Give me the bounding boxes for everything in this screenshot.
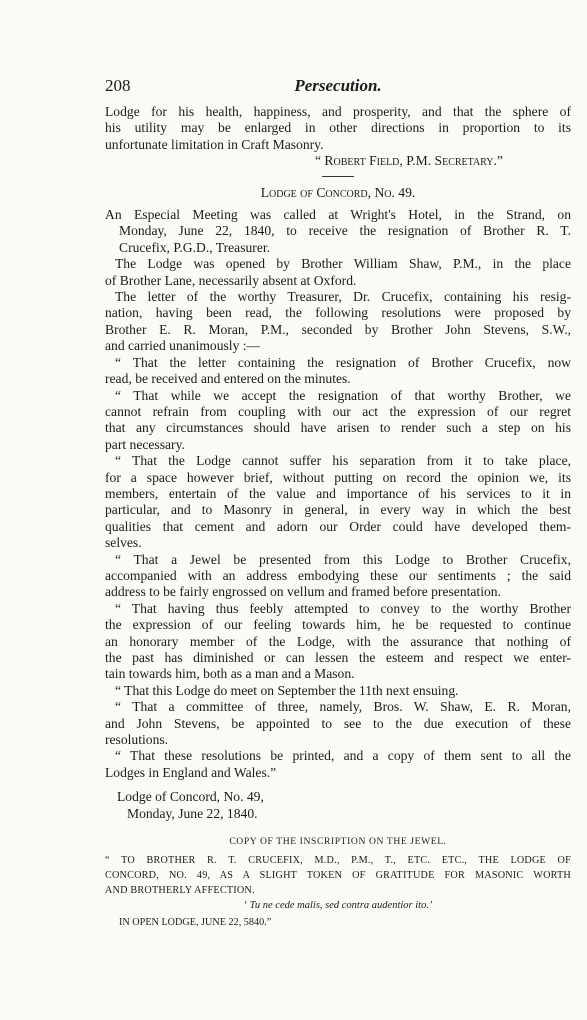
opening-of-lodge-paragraph [105, 256, 571, 289]
text-line: “ That the letter containing the resignation of Brother Crucefix, now [115, 354, 571, 370]
text-line: and carried unanimously :— [105, 338, 261, 354]
opening-paragraph [105, 104, 571, 170]
text-line: “ That this Lodge do meet on September the 11th next ensuing. [115, 682, 459, 698]
text-line: that any circumstances should have arisen to render such a step on his [105, 420, 571, 436]
letter-paragraph [105, 289, 571, 355]
text-line: “ That a committee of three, namely, Bros. W. Shaw, E. R. Moran, [115, 699, 571, 715]
dateline-date: Monday, June 22, 1840. [127, 805, 258, 821]
text-line: An Especial Meeting was called at Wright's Hotel, in the Strand, on [105, 207, 571, 223]
spacer [105, 781, 571, 789]
text-line: “ TO BROTHER R. T. CRUCEFIX, M.D., P.M., T., ETC. ETC., THE LODGE OF [105, 855, 571, 867]
text-line: Lodges in England and Wales.” [105, 764, 277, 780]
text-line: “ That the Lodge cannot suffer his separation from it to take place, [115, 453, 571, 469]
text-line: selves. [105, 535, 142, 551]
text-line: accompanied with an address embodying these our sentiments ; the said [105, 567, 571, 583]
text-line: nation, having been read, the following resolutions were proposed by [105, 305, 571, 321]
resolution-paragraph [105, 552, 571, 601]
resolution-paragraph [105, 683, 571, 699]
resolution-paragraph [105, 748, 571, 781]
dateline [105, 789, 571, 822]
page-header [105, 76, 571, 98]
resolution-paragraph [105, 601, 571, 683]
text-line: Crucefix, P.G.D., Treasurer. [119, 239, 271, 255]
text-line: unfortunate limitation in Craft Masonry. [105, 136, 324, 152]
secretary-signature: “ Robert Field, P.M. Secretary.” [315, 153, 503, 169]
text-line: resolutions. [105, 732, 169, 748]
resolution-paragraph [105, 453, 571, 551]
text-line: “ That a Jewel be presented from this Lodge to Brother Crucefix, [115, 551, 571, 567]
text-line: Brother E. R. Moran, P.M., seconded by Brother John Stevens, S.W., [105, 321, 571, 337]
text-line: cannot refrain from coupling with our act the expression of our regret [105, 403, 571, 419]
resolution-paragraph [105, 699, 571, 748]
text-line: the expression of our feeling towards him, he be requested to continue [105, 617, 571, 633]
text-line: his utility may be enlarged in other directions in proportion to its [105, 120, 571, 136]
text-line: of Brother Lane, necessarily absent at Oxford. [105, 272, 357, 288]
text-line: “ That while we accept the resignation of that worthy Brother, we [115, 387, 571, 403]
page-number: 208 [105, 76, 131, 95]
text-line: an honorary member of the Lodge, with the assurance that nothing of [105, 633, 571, 649]
text-line: the past has diminished or can lessen the esteem and respect we enter- [105, 650, 571, 665]
text-line: “ That these resolutions be printed, and a copy of them sent to all the [115, 748, 571, 764]
text-line: members, entertain of the value and importance of his services to it in [105, 485, 571, 501]
running-title: Persecution. [294, 76, 382, 95]
inscription-closing: IN OPEN LODGE, JUNE 22, 5840.” [119, 916, 272, 928]
text-line: Monday, June 22, 1840, to receive the resignation of Brother R. T. [119, 223, 571, 239]
text-line: part necessary. [105, 436, 185, 452]
text-line: Lodge for his health, happiness, and prosperity, and that the sphere of [105, 104, 571, 119]
text-line: The Lodge was opened by Brother William Shaw, P.M., in the place [115, 256, 571, 272]
resolution-paragraph [105, 388, 571, 454]
section-heading: Lodge of Concord, No. 49. [260, 184, 416, 200]
page-body [105, 104, 571, 931]
inscription-text [105, 853, 571, 898]
text-line: AND BROTHERLY AFFECTION. [105, 885, 255, 897]
text-line: read, be received and entered on the minutes. [105, 371, 351, 387]
section-divider [322, 176, 354, 177]
text-line: “ That having thus feebly attempted to convey to the worthy Brother [115, 600, 571, 616]
text-line: The letter of the worthy Treasurer, Dr. Crucefix, containing his resig- [115, 289, 571, 305]
text-line: qualities that cement and adorn our Order could have developed them- [105, 518, 571, 534]
text-line: CONCORD, NO. 49, AS A SLIGHT TOKEN OF GRATITUDE FOR MASONIC WORTH [105, 870, 571, 882]
text-line: for a space however brief, without putting on record the opinion we, its [105, 469, 571, 485]
resolution-paragraph [105, 355, 571, 388]
text-line: and John Stevens, be appointed to see to the due execution of these [105, 715, 571, 731]
inscription-heading: COPY OF THE INSCRIPTION ON THE JEWEL. [229, 836, 447, 848]
text-line: address to be fairly engrossed on vellum and framed before presentation. [105, 584, 501, 600]
text-line: tain towards him, both as a man and a Mason. [105, 666, 355, 682]
dateline-lodge: Lodge of Concord, No. 49, [117, 789, 264, 805]
meeting-paragraph [105, 207, 571, 256]
inscription-motto: ‘ Tu ne cede malis, sed contra audentior ito.’ [243, 900, 433, 912]
text-line: particular, and to Masonry in general, in every way in which the best [105, 502, 571, 518]
